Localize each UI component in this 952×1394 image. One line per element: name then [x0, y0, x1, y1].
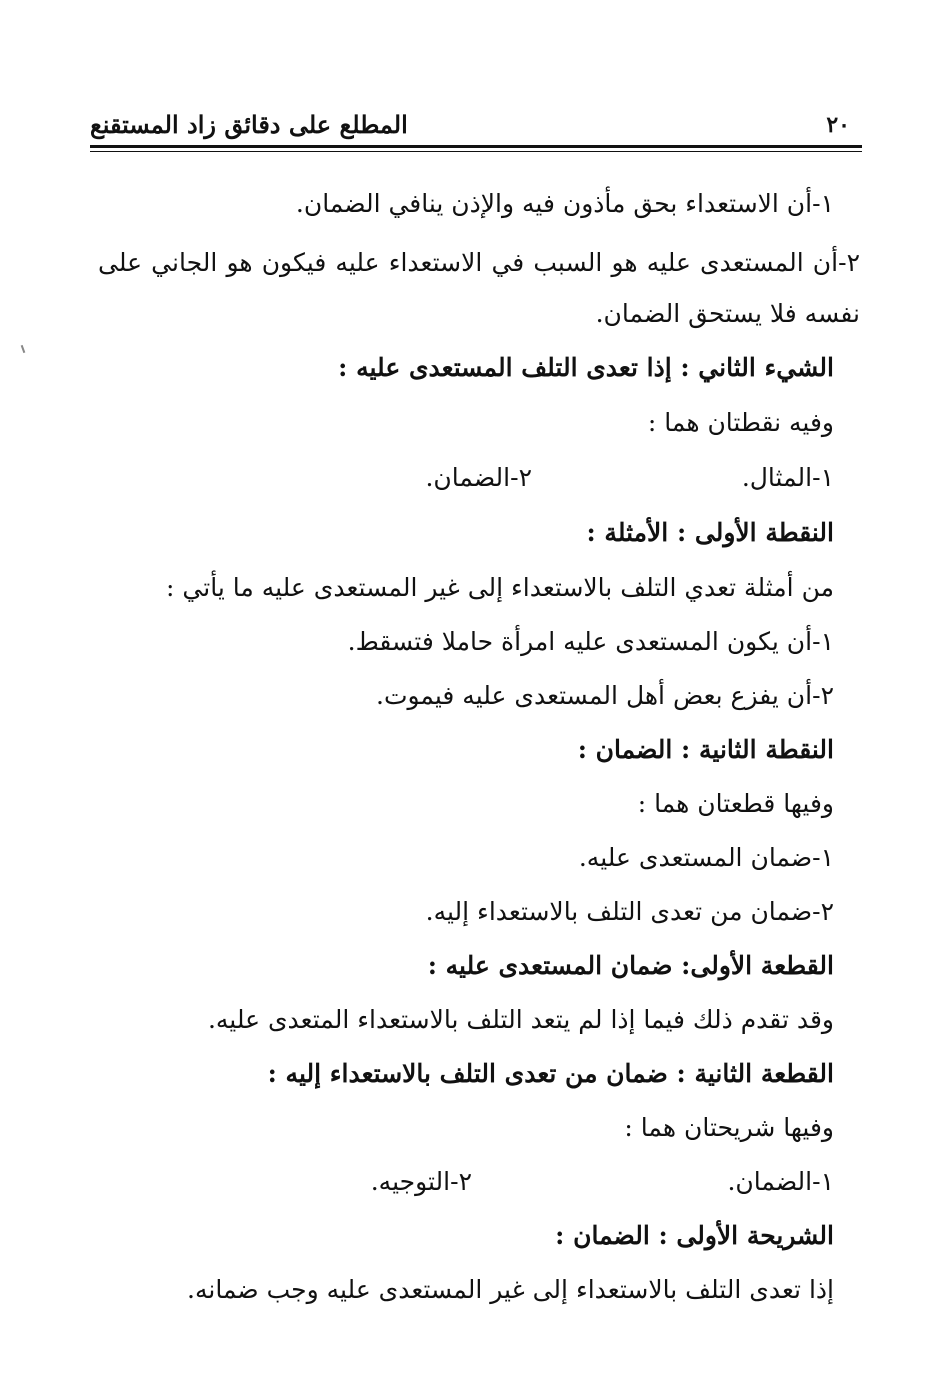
list-item: ٢-ضمان من تعدى التلف بالاستعداء إليه. [425, 897, 834, 926]
section-heading: النقطة الأولى : الأمثلة : [586, 518, 834, 547]
page-number: ٢٠ [826, 112, 850, 138]
body-line: إذا تعدى التلف بالاستعداء إلى غير المستعدى عليه وجب ضمانه. [187, 1275, 834, 1304]
list-item: ١-المثال. [741, 463, 834, 492]
list-item: ٢-الضمان. [425, 463, 532, 492]
list-item: ٢-التوجيه. [370, 1167, 472, 1196]
margin-mark [21, 345, 26, 353]
header-rule-thick [90, 145, 862, 148]
section-heading: الشيء الثاني : إذا تعدى التلف المستعدى عليه : [338, 353, 834, 382]
book-title: المطلع على دقائق زاد المستقنع [90, 110, 408, 139]
body-line: وفيه نقطتان هما : [647, 408, 834, 437]
list-item: ٢-أن يفزع بعض أهل المستعدى عليه فيموت. [376, 681, 834, 710]
list-item: ١-ضمان المستعدى عليه. [578, 843, 834, 872]
body-line: وفيها قطعتان هما : [637, 789, 834, 818]
list-item: ١-أن يكون المستعدى عليه امرأة حاملا فتسقط. [347, 627, 834, 656]
body-line: من أمثلة تعدي التلف بالاستعداء إلى غير المستعدى عليه ما يأتي : [166, 573, 834, 602]
section-heading: النقطة الثانية : الضمان : [577, 735, 834, 764]
page-header [90, 108, 860, 144]
section-heading: الشريحة الأولى : الضمان : [555, 1221, 834, 1250]
section-heading: القطعة الثانية : ضمان من تعدى التلف بالاستعداء إليه : [267, 1059, 834, 1088]
body-line: ٢-أن المستعدى عليه هو السبب في الاستعداء عليه فيكون هو الجاني على [98, 248, 860, 277]
body-line: ١-أن الاستعداء بحق مأذون فيه والإذن ينافي الضمان. [295, 189, 834, 218]
list-item: ١-الضمان. [727, 1167, 834, 1196]
section-heading: القطعة الأولى: ضمان المستعدى عليه : [427, 951, 834, 980]
header-rule-thin [90, 151, 862, 152]
body-line: وفيها شريحتان هما : [624, 1113, 834, 1142]
body-line: وقد تقدم ذلك فيما إذا لم يتعد التلف بالاستعداء المتعدى عليه. [207, 1005, 834, 1034]
body-line: نفسه فلا يستحق الضمان. [595, 299, 860, 328]
